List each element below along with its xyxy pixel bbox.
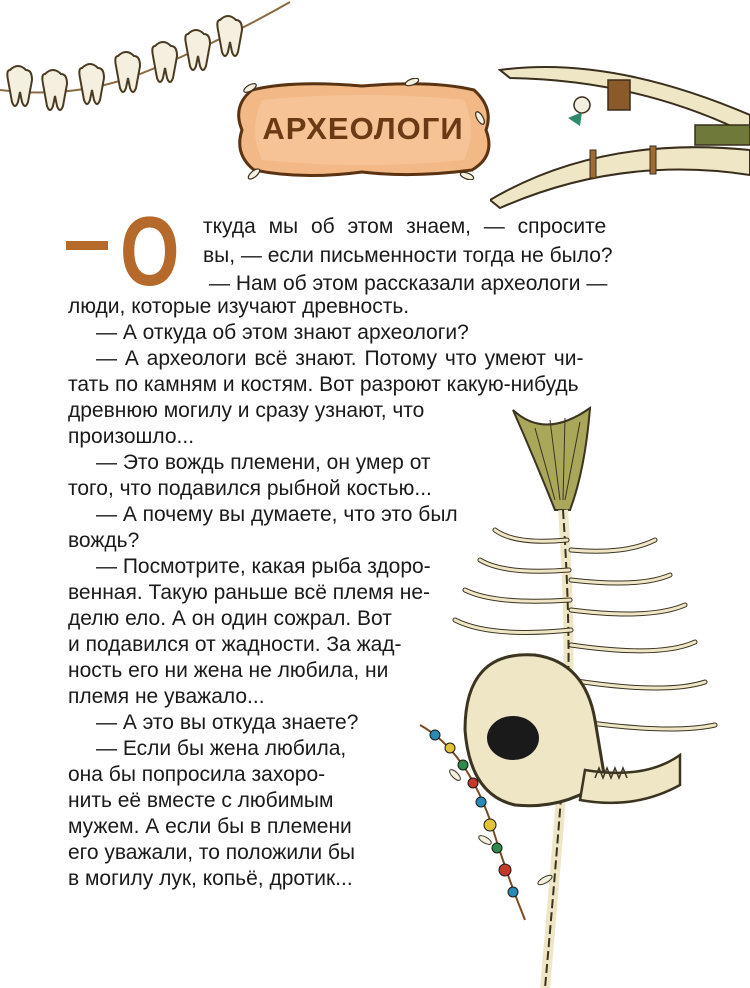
text-line: — А археологи всё знают. Потому что умеют чи- bbox=[96, 347, 584, 370]
text-line: мужем. А если бы в племени bbox=[68, 815, 352, 838]
text-line: того, что подавился рыбной костью... bbox=[68, 477, 432, 500]
text-line: нить её вместе с любимым bbox=[68, 789, 334, 812]
text-line: ность его ни жена не любила, ни bbox=[68, 659, 389, 682]
text-line: его уважали, то положили бы bbox=[68, 841, 356, 864]
text-line: и подавился от жадности. За жад- bbox=[68, 633, 402, 656]
text-line: — Это вождь племени, он умер от bbox=[96, 451, 431, 474]
text-line: — Если бы жена любила, bbox=[96, 737, 347, 760]
text-line: — А почему вы думаете, что это был bbox=[96, 503, 458, 526]
text-line: делю ело. А он один сожрал. Вот bbox=[68, 607, 392, 630]
text-line: тать по камням и костям. Вот разроют какую-нибудь bbox=[68, 373, 579, 396]
text-line: — Нам об этом рассказали археологи — bbox=[209, 272, 608, 295]
text-line: ткуда мы об этом знаем, — спросите bbox=[203, 215, 607, 238]
text-line: люди, которые изучают древность. bbox=[68, 295, 410, 318]
fish-skeleton-skull-icon bbox=[395, 400, 750, 988]
text-line: вы, — если письменности тогда не было? bbox=[203, 244, 613, 267]
drop-cap-letter: О bbox=[120, 196, 180, 306]
text-line: произошло... bbox=[68, 425, 195, 448]
text-line: древнюю могилу и сразу узнают, что bbox=[68, 399, 425, 422]
mammoth-tusks-icon bbox=[490, 50, 750, 210]
text-line: — Посмотрите, какая рыба здоро- bbox=[96, 555, 431, 578]
drop-cap-dash bbox=[66, 241, 108, 250]
text-line: — А откуда об этом знают археологи? bbox=[96, 321, 469, 344]
text-line: она бы попросила захоро- bbox=[68, 763, 326, 786]
text-line: — А это вы откуда знаете? bbox=[96, 711, 359, 734]
title-plate bbox=[232, 78, 494, 180]
text-line: племя не уважало... bbox=[68, 685, 265, 708]
text-line: венная. Такую раньше всё племя не- bbox=[68, 581, 430, 604]
text-line: в могилу лук, копьё, дротик... bbox=[68, 867, 353, 890]
text-line: вождь? bbox=[68, 529, 140, 552]
page-title: АРХЕОЛОГИ bbox=[262, 111, 464, 146]
